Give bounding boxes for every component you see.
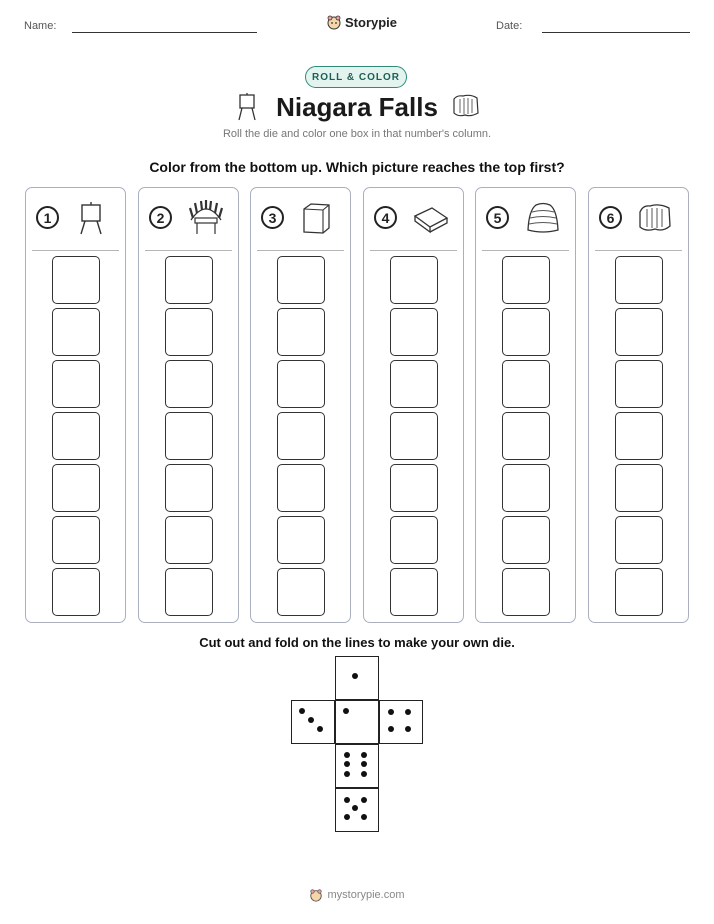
date-line[interactable]: [542, 32, 690, 33]
pip: [361, 814, 367, 820]
waterfall-icon: [451, 93, 481, 119]
pip: [405, 726, 411, 732]
die-face-4: [379, 700, 423, 744]
color-box[interactable]: [390, 412, 438, 460]
color-box[interactable]: [390, 516, 438, 564]
color-box[interactable]: [502, 568, 550, 616]
pip: [361, 761, 367, 767]
color-box[interactable]: [165, 256, 213, 304]
color-box[interactable]: [615, 516, 663, 564]
color-box[interactable]: [277, 412, 325, 460]
color-box[interactable]: [390, 256, 438, 304]
color-box[interactable]: [277, 464, 325, 512]
headdress-icon: [187, 200, 225, 236]
pip: [388, 709, 394, 715]
color-box[interactable]: [165, 412, 213, 460]
cut-instruction: Cut out and fold on the lines to make your own die.: [199, 635, 515, 650]
page-title: Niagara Falls: [276, 92, 438, 122]
brand-name: Storypie: [345, 14, 398, 30]
column-1: [25, 187, 126, 623]
color-box[interactable]: [277, 360, 325, 408]
pip: [388, 726, 394, 732]
die-face-5: [335, 788, 379, 832]
pip: [317, 726, 323, 732]
pip: [344, 797, 350, 803]
name-label: Name:: [24, 20, 57, 32]
color-box[interactable]: [52, 360, 100, 408]
color-box[interactable]: [165, 360, 213, 408]
color-box[interactable]: [52, 464, 100, 512]
column-header: [139, 188, 238, 250]
color-box[interactable]: [165, 308, 213, 356]
color-box[interactable]: [277, 516, 325, 564]
die-face-1: [335, 656, 379, 700]
pip: [308, 717, 314, 723]
column-6: [588, 187, 689, 623]
color-box[interactable]: [615, 308, 663, 356]
color-box[interactable]: [165, 464, 213, 512]
die-face-1: [335, 700, 379, 744]
pip: [344, 752, 350, 758]
color-box[interactable]: [390, 360, 438, 408]
easel-icon: [74, 200, 108, 236]
color-box[interactable]: [277, 308, 325, 356]
footer-url[interactable]: mystorypie.com: [327, 889, 405, 901]
column-number: 6: [599, 206, 622, 229]
name-line[interactable]: [72, 32, 257, 33]
color-box[interactable]: [165, 516, 213, 564]
column-header: [589, 188, 688, 250]
color-box[interactable]: [615, 360, 663, 408]
color-box[interactable]: [52, 308, 100, 356]
column-header: [26, 188, 125, 250]
color-box[interactable]: [52, 412, 100, 460]
column-number: 2: [149, 206, 172, 229]
column-2: [138, 187, 239, 623]
color-box[interactable]: [390, 464, 438, 512]
color-box[interactable]: [277, 256, 325, 304]
pip: [361, 752, 367, 758]
pip: [343, 708, 349, 714]
instruction: Color from the bottom up. Which picture reaches the top first?: [149, 159, 565, 175]
column-header: [251, 188, 350, 250]
pip: [361, 797, 367, 803]
color-box[interactable]: [615, 256, 663, 304]
date-label: Date:: [496, 20, 523, 32]
column-3: [250, 187, 351, 623]
rock-block-icon: [299, 200, 333, 236]
color-box[interactable]: [52, 256, 100, 304]
color-box[interactable]: [502, 308, 550, 356]
die-face-3: [291, 700, 335, 744]
column-number: 5: [486, 206, 509, 229]
color-box[interactable]: [502, 360, 550, 408]
roll-color-badge: ROLL & COLOR: [305, 66, 407, 88]
color-box[interactable]: [615, 464, 663, 512]
die-face-6: [335, 744, 379, 788]
color-box[interactable]: [502, 464, 550, 512]
color-box[interactable]: [52, 516, 100, 564]
column-number: 1: [36, 206, 59, 229]
footer: [0, 888, 714, 902]
brand-logo: [326, 14, 397, 30]
color-box[interactable]: [277, 568, 325, 616]
column-header: [476, 188, 575, 250]
color-box[interactable]: [390, 568, 438, 616]
color-box[interactable]: [615, 568, 663, 616]
color-box[interactable]: [502, 412, 550, 460]
color-box[interactable]: [502, 516, 550, 564]
subtitle: Roll the die and color one box in that number's column.: [222, 128, 492, 140]
color-box[interactable]: [502, 256, 550, 304]
pip: [344, 771, 350, 777]
storypie-mascot-icon: [326, 14, 342, 30]
column-number: 3: [261, 206, 284, 229]
column-5: [475, 187, 576, 623]
storypie-mascot-icon: [309, 888, 323, 902]
pip: [405, 709, 411, 715]
pip: [352, 805, 358, 811]
pip: [299, 708, 305, 714]
color-box[interactable]: [390, 308, 438, 356]
color-box[interactable]: [615, 412, 663, 460]
column-4: [363, 187, 464, 623]
color-box[interactable]: [52, 568, 100, 616]
waterfall-icon: [637, 200, 675, 236]
column-number: 4: [374, 206, 397, 229]
pip: [344, 814, 350, 820]
layered-rock-icon: [524, 200, 562, 236]
color-box[interactable]: [165, 568, 213, 616]
column-header: [364, 188, 463, 250]
pip: [344, 761, 350, 767]
pip: [361, 771, 367, 777]
book-icon: [412, 200, 450, 236]
pip: [352, 673, 358, 679]
